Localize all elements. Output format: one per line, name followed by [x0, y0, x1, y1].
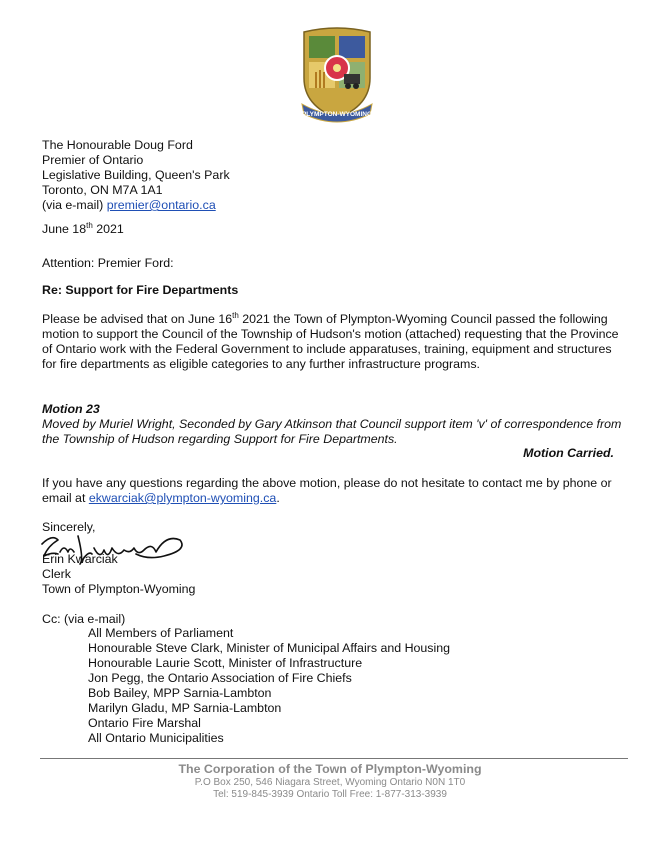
cc-item: Honourable Laurie Scott, Minister of Infrastructure: [88, 656, 363, 670]
date-year: 2021: [92, 222, 124, 236]
premier-email-link[interactable]: premier@ontario.ca: [106, 198, 216, 212]
clerk-email-link[interactable]: ekwarciak@plympton-wyoming.ca: [88, 491, 277, 505]
letter-date: [42, 222, 124, 237]
attention-line: Attention: Premier Ford:: [42, 256, 174, 270]
recipient-address: [42, 138, 230, 213]
crest-banner-text: PLYMPTON-WYOMING: [301, 111, 373, 118]
recipient-line: The Honourable Doug Ford: [42, 138, 193, 152]
cc-item: Honourable Steve Clark, Minister of Municipal Affairs and Housing: [88, 641, 451, 655]
cc-item: Jon Pegg, the Ontario Association of Fire Chiefs: [88, 671, 352, 685]
date-month-day: June 18: [42, 222, 87, 236]
cc-label: Cc: (via e-mail): [42, 612, 126, 626]
cc-item: Bob Bailey, MPP Sarnia-Lambton: [88, 686, 272, 700]
body-sup: th: [232, 310, 239, 320]
town-crest-logo: [294, 26, 380, 124]
footer-divider: [40, 758, 628, 759]
subject-line: Re: Support for Fire Departments: [42, 283, 239, 297]
recipient-line: Premier of Ontario: [42, 153, 144, 167]
signatory-title: Clerk: [42, 567, 71, 581]
cc-item: All Ontario Municipalities: [88, 731, 224, 745]
date-suffix: th: [86, 220, 93, 230]
footer-org: The Corporation of the Town of Plympton-Wyoming: [178, 762, 482, 776]
cc-item: All Members of Parliament: [88, 626, 234, 640]
cc-item: Marilyn Gladu, MP Sarnia-Lambton: [88, 701, 282, 715]
motion-title: Motion 23: [42, 402, 100, 416]
contact-text: If you have any questions regarding the above motion, please do not hesitate to contact me by phone or email at: [42, 476, 612, 505]
motion-text: Moved by Muriel Wright, Seconded by Gary Atkinson that Council support item 'v' of correspondence from the Township of Hudson regarding Support for Fire Departments.: [42, 417, 622, 446]
signatory-name: Erin Kwarciak: [42, 552, 118, 566]
cc-list: [88, 626, 450, 746]
closing-sincerely: Sincerely,: [42, 520, 96, 534]
recipient-line: Legislative Building, Queen's Park: [42, 168, 230, 182]
recipient-email-line: [42, 198, 230, 213]
motion-result: Motion Carried.: [523, 446, 614, 460]
contact-end: .: [276, 491, 280, 505]
body-paragraph: [42, 312, 628, 372]
body-part-1: Please be advised that on June 16: [42, 312, 233, 326]
footer-address: P.O Box 250, 546 Niagara Street, Wyoming Ontario N0N 1T0: [194, 777, 466, 788]
via-email-label: (via e-mail): [42, 198, 107, 212]
contact-paragraph: [42, 476, 628, 506]
body-part-2: 2021 the Town of Plympton-Wyoming Council passed the following motion to support the Council of the Township of Hudson's motion (attached) requesting that the Province of Ontario work with the Federal Government to include apparatuses, training, equipment and structures for fire departments as eligible categories to any further infrastructure programs.: [42, 312, 619, 371]
footer-phone: Tel: 519-845-3939 Ontario Toll Free: 1-877-313-3939: [213, 789, 447, 800]
cc-item: Ontario Fire Marshal: [88, 716, 201, 730]
signatory-org: Town of Plympton-Wyoming: [42, 582, 196, 596]
footer: [0, 762, 660, 801]
recipient-line: Toronto, ON M7A 1A1: [42, 183, 163, 197]
